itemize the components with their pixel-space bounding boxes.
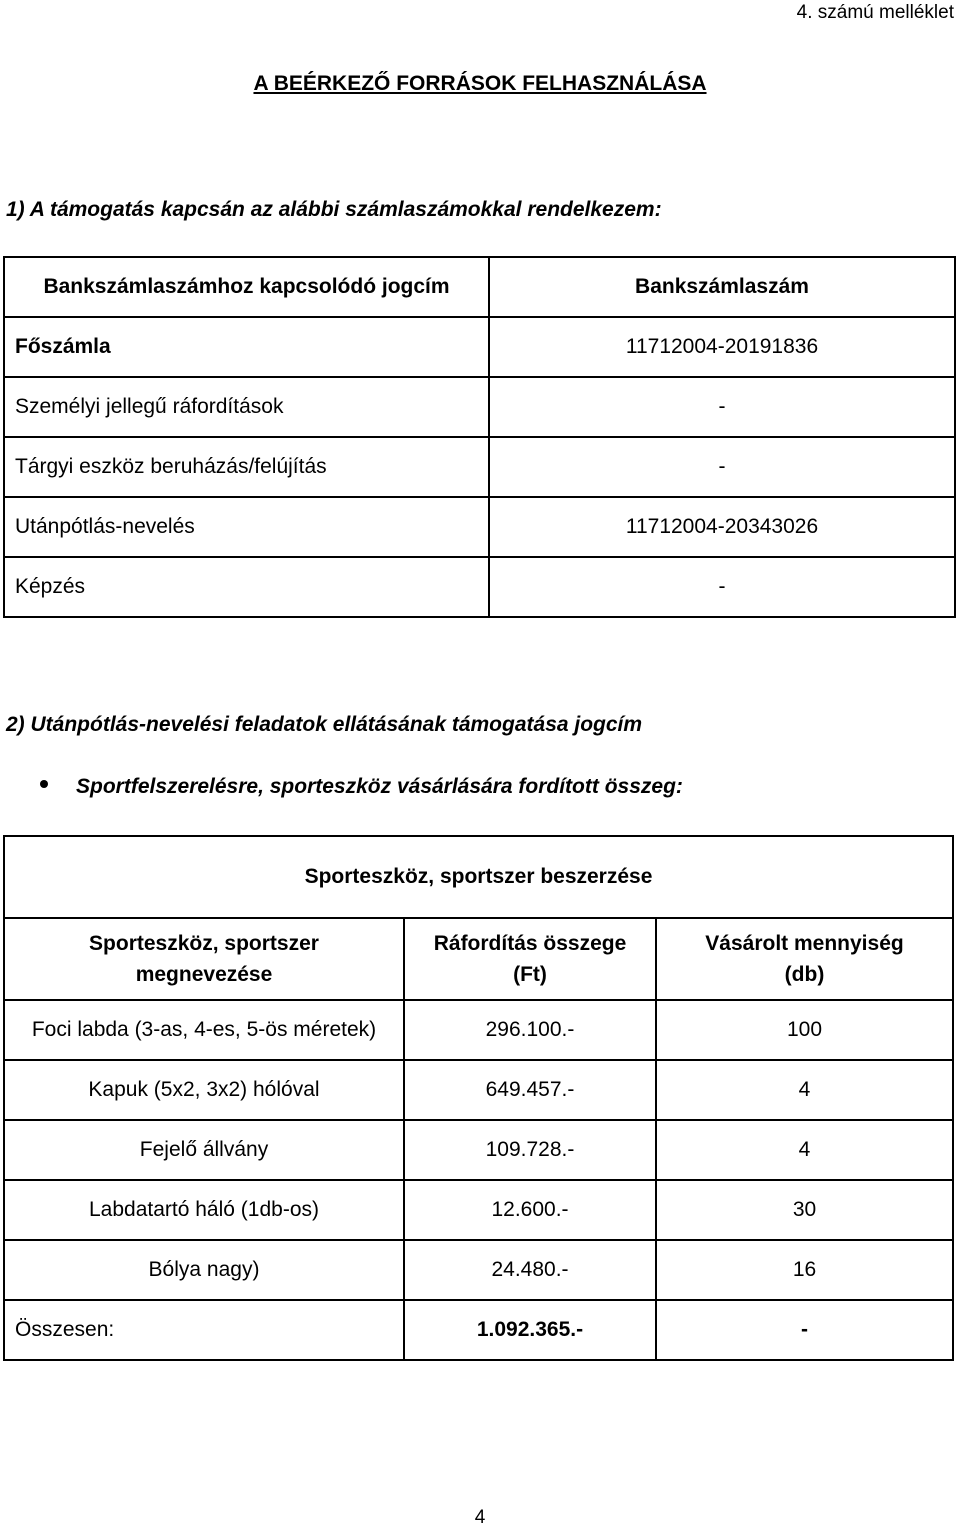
col-header-amount-line2: (Ft) (513, 963, 547, 986)
table-row (4, 377, 955, 437)
col-header-quantity-line1: Vásárolt mennyiség (705, 932, 904, 955)
row-label: Személyi jellegű ráfordítások (4, 377, 489, 437)
item-name: Bólya nagy) (4, 1240, 404, 1300)
col-header-name-line2: megnevezése (135, 963, 273, 986)
item-amount: 109.728.- (404, 1120, 656, 1180)
page-title: A BEÉRKEZŐ FORRÁSOK FELHASZNÁLÁSA (253, 72, 707, 95)
table-row (4, 437, 955, 497)
col-header-quantity (656, 918, 953, 1000)
table-row (4, 497, 955, 557)
section2-heading: 2) Utánpótlás-nevelési feladatok ellátásának támogatása jogcím (6, 713, 643, 736)
col-header-entitlement: Bankszámlaszámhoz kapcsolódó jogcím (4, 257, 489, 317)
item-quantity: 16 (656, 1240, 953, 1300)
equipment-table (3, 835, 954, 1361)
table-row (4, 1240, 953, 1300)
col-header-account-number: Bankszámlaszám (489, 257, 955, 317)
table-header-row (4, 257, 955, 317)
bullet-text: Sportfelszerelésre, sporteszköz vásárlására fordított összeg: (76, 775, 683, 798)
col-header-quantity-line2: (db) (784, 963, 825, 986)
col-header-amount-line1: Ráfordítás összege (433, 932, 627, 955)
page-number: 4 (474, 1507, 486, 1528)
col-header-amount (404, 918, 656, 1000)
annex-label: 4. számú melléklet (796, 2, 954, 23)
total-row (4, 1300, 953, 1360)
row-value: - (489, 557, 955, 617)
table-row (4, 1120, 953, 1180)
table-row (4, 557, 955, 617)
table-header-row (4, 918, 953, 1000)
item-amount: 24.480.- (404, 1240, 656, 1300)
item-quantity: 30 (656, 1180, 953, 1240)
row-value: 11712004-20343026 (489, 497, 955, 557)
row-value: 11712004-20191836 (489, 317, 955, 377)
total-label: Összesen: (4, 1300, 404, 1360)
bullet-icon (40, 780, 48, 788)
row-label: Képzés (4, 557, 489, 617)
col-header-name (4, 918, 404, 1000)
total-amount: 1.092.365.- (404, 1300, 656, 1360)
item-amount: 12.600.- (404, 1180, 656, 1240)
item-quantity: 4 (656, 1120, 953, 1180)
item-amount: 296.100.- (404, 1000, 656, 1060)
table-row (4, 1180, 953, 1240)
item-quantity: 4 (656, 1060, 953, 1120)
item-name: Foci labda (3-as, 4-es, 5-ös méretek) (4, 1000, 404, 1060)
table-row (4, 1060, 953, 1120)
row-label: Tárgyi eszköz beruházás/felújítás (4, 437, 489, 497)
table-row (4, 1000, 953, 1060)
bank-account-table (3, 256, 956, 618)
item-name: Fejelő állvány (4, 1120, 404, 1180)
item-quantity: 100 (656, 1000, 953, 1060)
section1-heading: 1) A támogatás kapcsán az alábbi számlaszámokkal rendelkezem: (6, 198, 662, 221)
item-name: Labdatartó háló (1db-os) (4, 1180, 404, 1240)
table-title-row (4, 836, 953, 918)
col-header-name-line1: Sporteszköz, sportszer (89, 932, 319, 955)
row-value: - (489, 377, 955, 437)
item-amount: 649.457.- (404, 1060, 656, 1120)
item-name: Kapuk (5x2, 3x2) hólóval (4, 1060, 404, 1120)
row-value: - (489, 437, 955, 497)
row-label: Főszámla (4, 317, 489, 377)
table-row (4, 317, 955, 377)
row-label: Utánpótlás-nevelés (4, 497, 489, 557)
bullet-item (40, 775, 683, 799)
table-title: Sporteszköz, sportszer beszerzése (4, 836, 953, 918)
total-quantity: - (656, 1300, 953, 1360)
